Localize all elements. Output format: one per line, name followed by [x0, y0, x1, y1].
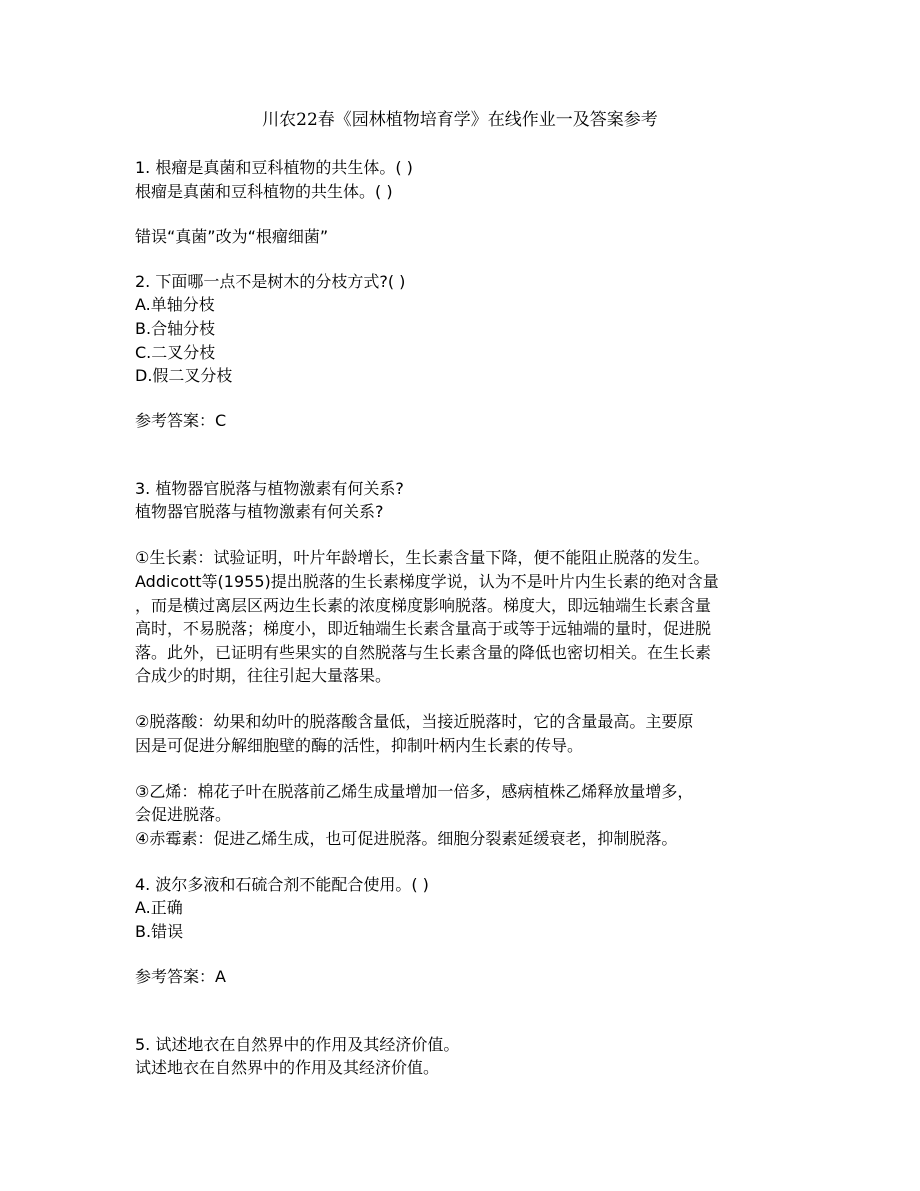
question-2-stem: 2. 下面哪一点不是树木的分枝方式?( ) [135, 272, 406, 291]
question-2-option-b: B.合轴分枝 [135, 319, 216, 338]
question-4-answer: 参考答案：A [135, 967, 226, 986]
question-5-repeat: 试述地衣在自然界中的作用及其经济价值。 [135, 1058, 440, 1077]
question-1-stem: 1. 根瘤是真菌和豆科植物的共生体。( ) [135, 158, 413, 177]
question-2-option-a: A.单轴分枝 [135, 295, 215, 314]
document-title: 川农22春《园林植物培育学》在线作业一及答案参考 [262, 110, 658, 130]
answer-paragraph-line: 高时，不易脱落；梯度小，即近轴端生长素含量高于或等于远轴端的量时，促进脱 [135, 619, 712, 638]
answer-paragraph-line: 因是可促进分解细胞壁的酶的活性，抑制叶柄内生长素的传导。 [135, 736, 584, 755]
question-2-answer: 参考答案：C [135, 411, 227, 430]
question-4-option-a: A.正确 [135, 898, 183, 917]
answer-paragraph-line: 合成少的时期，往往引起大量落果。 [135, 666, 392, 685]
question-3-stem: 3. 植物器官脱落与植物激素有何关系? [135, 479, 404, 498]
answer-paragraph-line: ②脱落酸：幼果和幼叶的脱落酸含量低，当接近脱落时，它的含量最高。主要原 [135, 712, 694, 731]
answer-paragraph-line: 落。此外，已证明有些果实的自然脱落与生长素含量的降低也密切相关。在生长素 [135, 643, 712, 662]
question-2-option-c: C.二叉分枝 [135, 343, 216, 362]
question-1-answer: 错误“真菌”改为“根瘤细菌” [135, 227, 329, 246]
question-1-repeat: 根瘤是真菌和豆科植物的共生体。( ) [135, 182, 393, 201]
question-5-stem: 5. 试述地衣在自然界中的作用及其经济价值。 [135, 1035, 460, 1054]
question-4-option-b: B.错误 [135, 922, 184, 941]
question-4-stem: 4. 波尔多液和石硫合剂不能配合使用。( ) [135, 875, 429, 894]
question-2-option-d: D.假二叉分枝 [135, 366, 233, 385]
answer-paragraph-line: ③乙烯：棉花子叶在脱落前乙烯生成量增加一倍多，感病植株乙烯释放量增多， [135, 782, 694, 801]
answer-paragraph-line: 会促进脱落。 [135, 805, 232, 824]
answer-paragraph-line: Addicott等(1955)提出脱落的生长素梯度学说，认为不是叶片内生长素的绝对含量 [135, 572, 719, 591]
answer-paragraph-line: ，而是横过离层区两边生长素的浓度梯度影响脱落。梯度大，即远轴端生长素含量 [135, 596, 712, 615]
question-3-repeat: 植物器官脱落与植物激素有何关系? [135, 502, 384, 521]
answer-paragraph-line: ④赤霉素：促进乙烯生成，也可促进脱落。细胞分裂素延缓衰老，抑制脱落。 [135, 829, 678, 848]
answer-paragraph-line: ①生长素：试验证明，叶片年龄增长，生长素含量下降，便不能阻止脱落的发生。 [135, 548, 710, 567]
